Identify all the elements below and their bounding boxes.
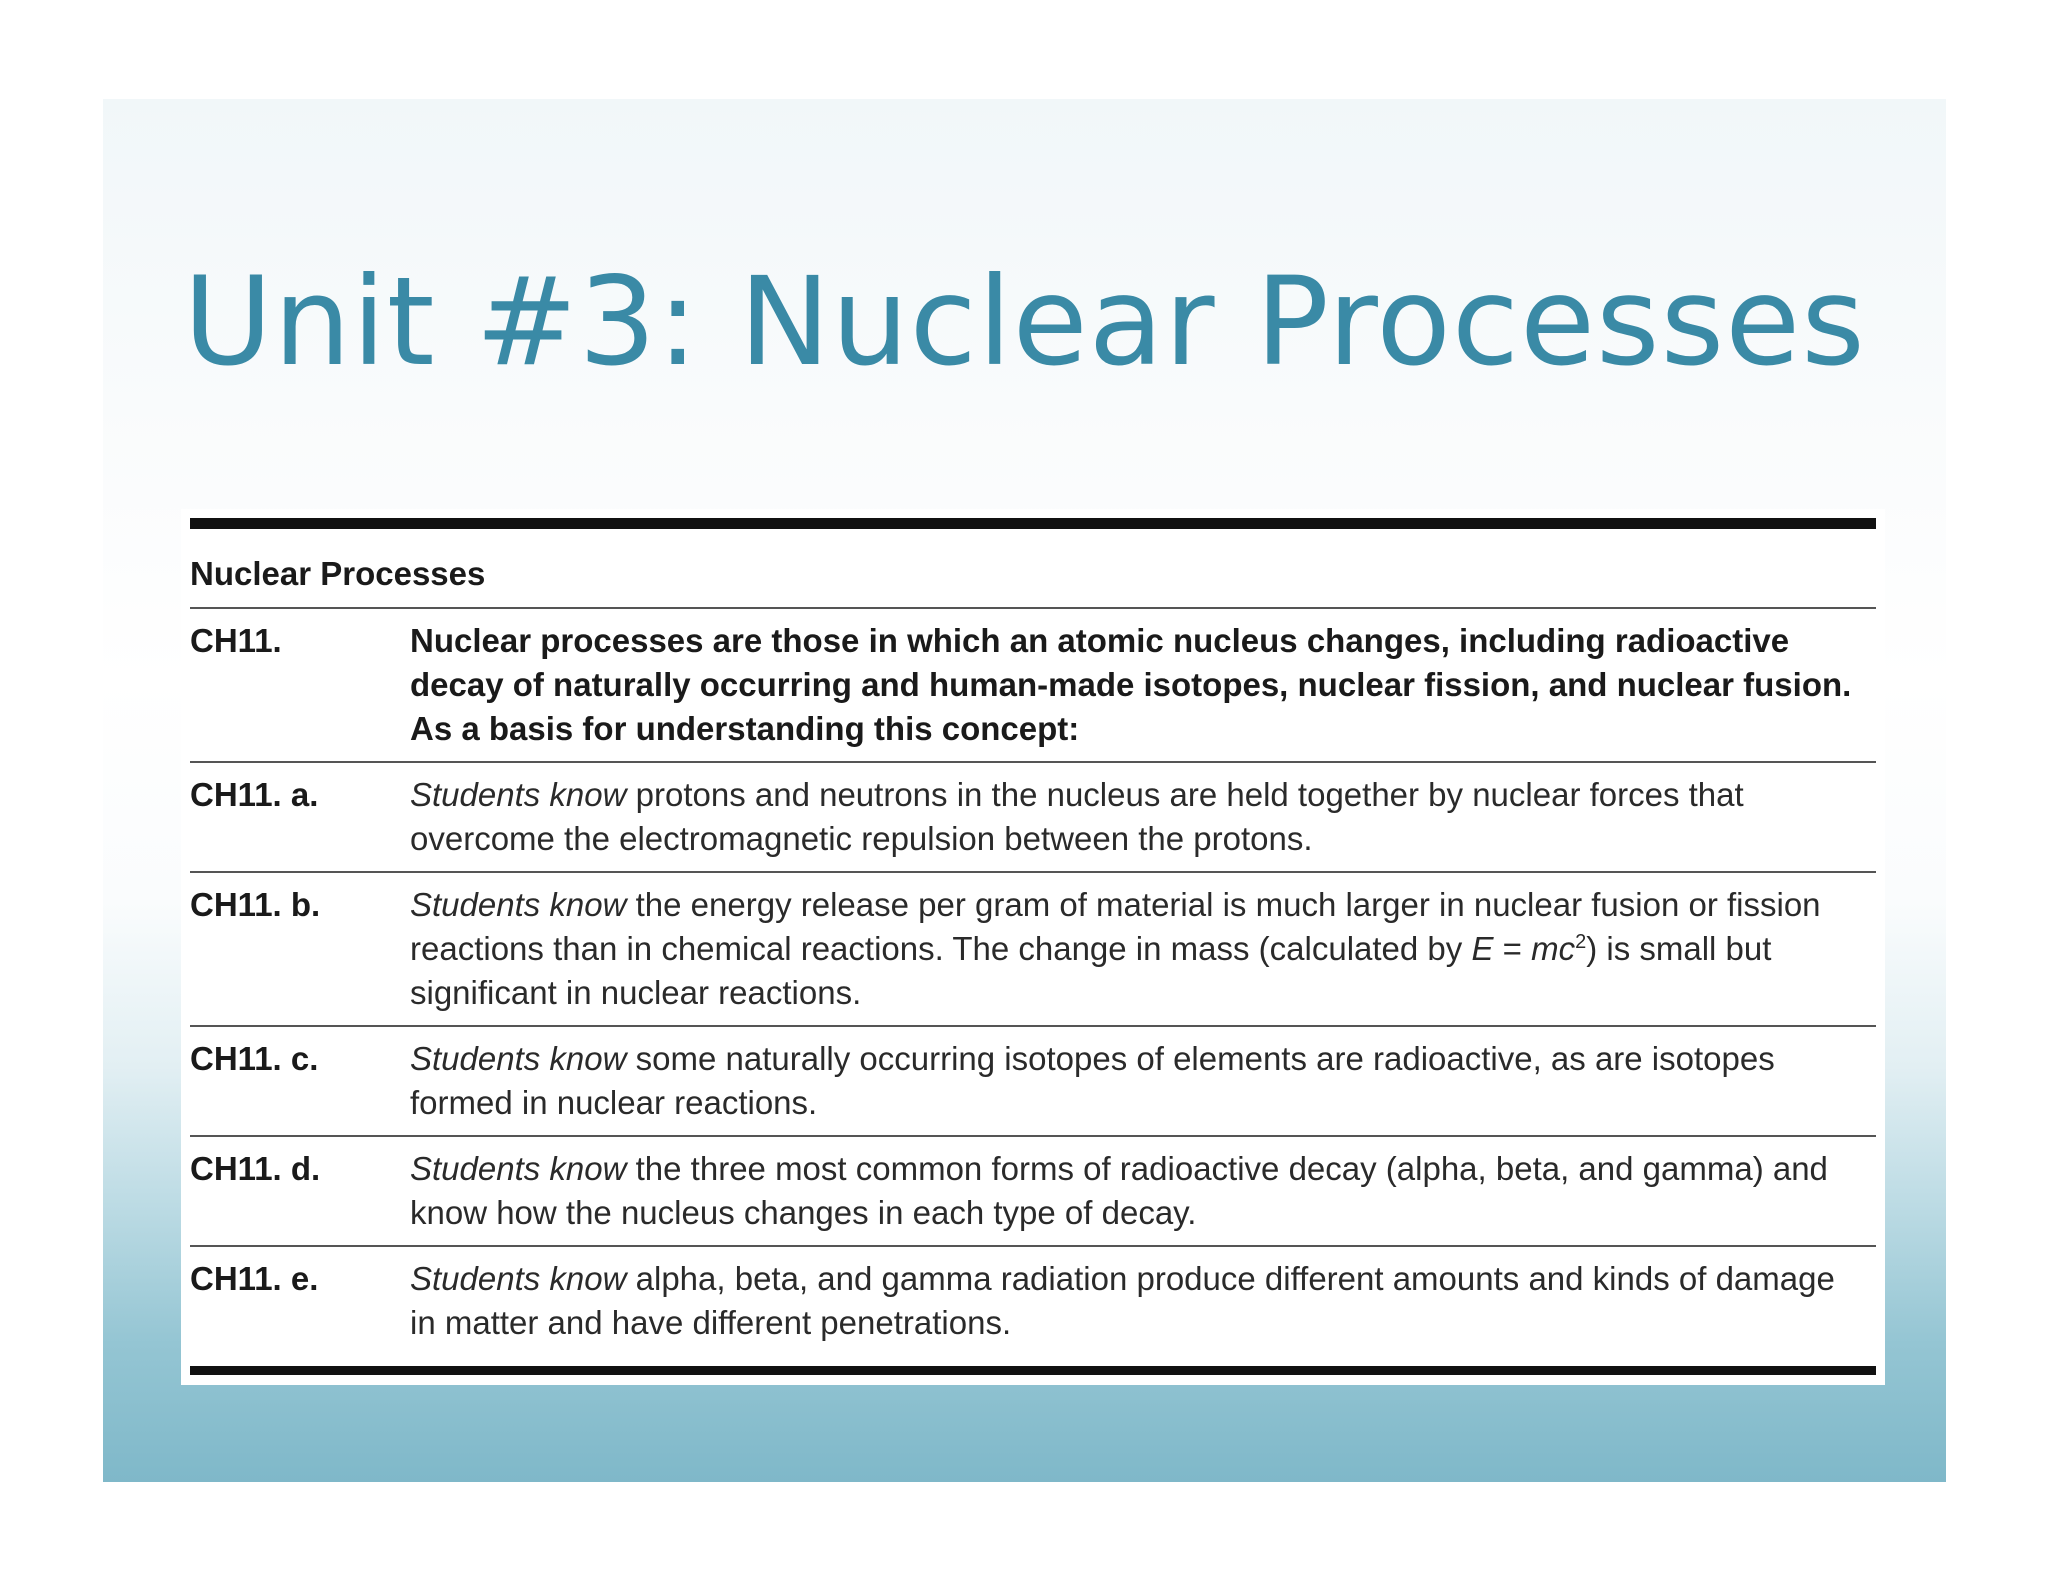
standard-body: protons and neutrons in the nucleus are held together by nuclear forces that overcome the electromagnetic repulsion between the protons.: [410, 776, 1744, 857]
standard-body: some naturally occurring isotopes of elements are radioactive, as are isotopes formed in nuclear reactions.: [410, 1040, 1775, 1121]
table-row: [190, 1027, 1876, 1137]
table-row: [190, 873, 1876, 1027]
standard-body: alpha, beta, and gamma radiation produce different amounts and kinds of damage in matter and have different penetrations.: [410, 1260, 1835, 1341]
standard-text: [410, 1037, 1876, 1125]
standard-code: CH11. a.: [190, 776, 319, 813]
standard-body: the three most common forms of radioactive decay (alpha, beta, and gamma) and know how the nucleus changes in each type of decay.: [410, 1150, 1828, 1231]
standard-text: [410, 773, 1876, 861]
standard-code: CH11.: [190, 622, 282, 659]
standard-text: [410, 1147, 1876, 1235]
formula-energy: E: [1471, 930, 1494, 967]
table-bottom-rule: [190, 1366, 1876, 1375]
standard-lead: Students know: [410, 1040, 627, 1077]
slide-title: Unit #3: Nuclear Processes: [183, 251, 1866, 393]
standard-text: Nuclear processes are those in which an atomic nucleus changes, including radioactive decay of naturally occurring and human-made isotopes, nuclear fission, and nuclear fusion. As a basis for understanding this concept:: [410, 622, 1852, 747]
table-top-rule: [190, 518, 1876, 529]
standard-body: the energy release per gram of material is much larger in nuclear fusion or fission reactions than in chemical reactions. The change in mass (calculated by: [410, 886, 1821, 967]
standard-code: CH11. c.: [190, 1040, 319, 1077]
standards-table-image: [181, 509, 1885, 1385]
table-section-heading: Nuclear Processes: [190, 533, 1876, 609]
standard-lead: Students know: [410, 1260, 627, 1297]
table-row: [190, 609, 1876, 763]
formula-mass: mc: [1531, 930, 1576, 967]
table-row: [190, 1247, 1876, 1355]
standard-lead: Students know: [410, 1150, 627, 1187]
formula-equals: =: [1493, 930, 1532, 967]
standard-lead: Students know: [410, 886, 627, 923]
standard-text: [410, 883, 1876, 1015]
table-row: [190, 1137, 1876, 1247]
standard-body-end: ) is small but significant in nuclear reactions.: [410, 930, 1772, 1011]
formula-exponent: 2: [1575, 931, 1587, 953]
standard-code: CH11. e.: [190, 1260, 319, 1297]
standard-lead: Students know: [410, 776, 627, 813]
slide: [103, 99, 1946, 1482]
standard-code: CH11. d.: [190, 1150, 321, 1187]
table-row: [190, 763, 1876, 873]
standards-table: [190, 533, 1876, 1355]
standard-code: CH11. b.: [190, 886, 321, 923]
standard-text: [410, 1257, 1876, 1345]
